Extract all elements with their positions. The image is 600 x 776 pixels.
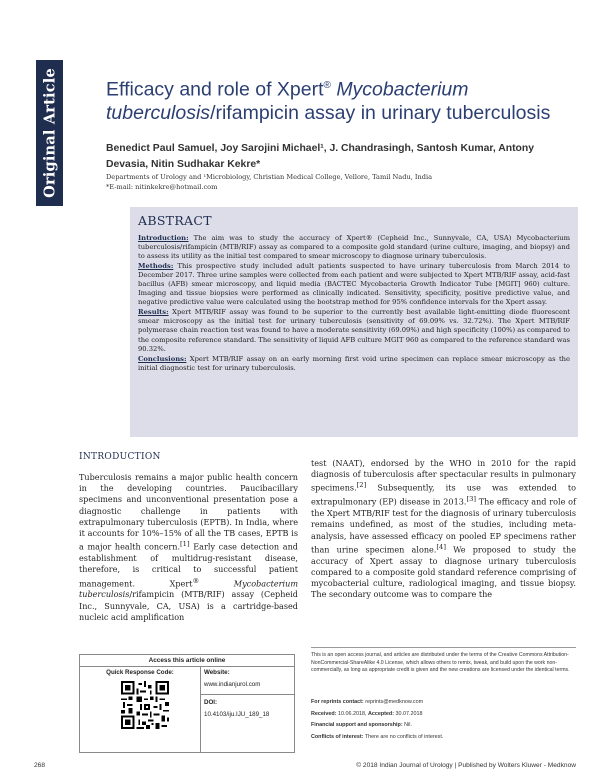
citation-2: [2] xyxy=(356,481,367,490)
accepted-date: 30.07.2018 xyxy=(394,710,423,717)
license-block xyxy=(311,647,576,675)
abstract-methods xyxy=(138,262,570,307)
received-date: 10.06.2018, xyxy=(336,710,368,717)
right-paragraph xyxy=(311,458,576,601)
citation-3: [3] xyxy=(466,495,477,504)
abstract-results xyxy=(138,308,570,353)
website-label: Website: xyxy=(204,669,230,676)
abstract-methods-label: Methods: xyxy=(138,262,174,271)
access-details xyxy=(204,669,290,752)
body-column-right xyxy=(311,458,576,601)
affiliation-text: Departments of Urology and ¹Microbiology, Christian Medical College, Vellore, Tamil Nadu, India xyxy=(106,173,433,181)
abstract-box xyxy=(130,207,578,437)
accepted-label: Accepted: xyxy=(367,710,395,717)
license-divider xyxy=(311,647,576,648)
reprints-email[interactable]: reprints@medknow.com xyxy=(363,699,424,705)
title-part3: /rifampicin assay in urinary tuberculosis xyxy=(210,101,551,124)
left-text-4: /rifampicin (MTB/RIF) assay (Cepheid Inc., Sunnyvale, CA, USA) is a cartridge-based nucleic acid amplification xyxy=(79,589,298,622)
citation-1: [1] xyxy=(180,540,190,549)
abstract-conclusions-text: Xpert MTB/RIF assay on an early morning first void urine specimen can replace smear microscopy as the initial diagnostic test for urinary tuberculosis. xyxy=(138,354,570,372)
conflicts-value: There are no conflicts of interest. xyxy=(363,733,444,740)
left-italic: Mycobacterium tuberculosis xyxy=(79,578,298,600)
article-type-tab xyxy=(36,60,63,206)
right-text-4: We proposed to study the accuracy of Xpert assay to diagnose urinary tuberculosis compared to a composite gold standard reference comprising of mycobacterial culture, radiological imaging, and tissue biopsy. The secondary outcome was to compare the xyxy=(311,544,576,600)
left-text-2: Early case detection and establishment of multidrug-resistant disease, therefore, is critical to successful patient management. Xpert xyxy=(79,541,298,589)
doi-label: DOI: xyxy=(204,699,218,706)
support-value: Nil. xyxy=(402,722,412,728)
author-list: Benedict Paul Samuel, Joy Sarojini Michael¹, J. Chandrasingh, Santosh Kumar, Antony Devasia, Nitin Sudhakar Kekre* xyxy=(106,143,535,170)
corresponding-email: *E-mail: nitinkekre@hotmail.com xyxy=(106,182,218,191)
left-reg: ® xyxy=(192,576,200,585)
support-label: Financial support and sponsorship: xyxy=(311,722,403,728)
conflicts-row xyxy=(311,732,576,744)
introduction-heading: INTRODUCTION xyxy=(79,452,161,462)
abstract-methods-text: This prospective study included adult patients suspected to have urinary tuberculosis from March 2014 to December 2017. Three urine samples were collected from each patient and were subjected to Xpert MTB/RIF assay, acid-fast bacillus (AFB) smear microscopy, and liquid media (BACTEC Mycobacteria Growth Indicator Tube [MGIT] 960) culture. Imaging and tissue biopsies were performed as clinically indicated. Sensitivity, specificity, positive predictive value, and negative predictive value were calculated using the bootstrap method for 95% confidence intervals for the Xpert assay. xyxy=(138,262,570,307)
abstract-introduction xyxy=(138,234,570,261)
qr-panel xyxy=(80,666,201,752)
body-column-left xyxy=(79,472,298,623)
qr-label: Quick Response Code: xyxy=(106,669,174,676)
right-text-2: Subsequently, its use was extended to extrapulmonary (EP) disease in 2013. xyxy=(311,483,576,507)
abstract-heading: ABSTRACT xyxy=(138,213,212,228)
abstract-introduction-label: Introduction: xyxy=(138,234,189,242)
doi-link[interactable]: 10.4103/iju.IJU_189_18 xyxy=(204,711,270,718)
affiliation-block xyxy=(106,173,566,192)
website-link[interactable]: www.indianjurol.com xyxy=(204,681,261,688)
reprints-label: For reprints contact: xyxy=(311,699,364,705)
conflicts-label: Conflicts of interest: xyxy=(311,733,364,740)
abstract-conclusions-label: Conclusions: xyxy=(138,354,187,363)
reprints-row xyxy=(311,697,576,709)
page-number: 268 xyxy=(34,762,46,769)
article-info xyxy=(311,697,576,743)
right-text-1: test (NAAT), endorsed by the WHO in 2010 for the rapid diagnosis of tuberculosis after spectacular results in pulmonary specimens. xyxy=(311,458,576,494)
received-label: Received: xyxy=(311,710,337,717)
article-type-label: Original Article xyxy=(41,68,58,198)
access-online-box xyxy=(79,654,295,753)
qr-code-icon[interactable] xyxy=(121,681,169,729)
access-header: Access this article online xyxy=(80,655,294,667)
left-text-1: Tuberculosis remains a major public health concern in the developing countries. Paucibacillary specimens and unconventional presentation pose a diagnostic challenge in patients with extrapulmonary tuberculosis (EPTB). In India, where it accounts for 10%–15% of all the TB cases, EPTB is a major health concern. xyxy=(79,472,298,552)
journal-footer: © 2018 Indian Journal of Urology | Published by Wolters Kluwer - Medknow xyxy=(356,762,576,769)
support-row xyxy=(311,720,576,732)
dates-row xyxy=(311,709,576,721)
abstract-conclusions xyxy=(138,355,570,373)
intro-paragraph xyxy=(79,472,298,623)
abstract-results-label: Results: xyxy=(138,308,169,317)
citation-4: [4] xyxy=(436,542,446,551)
title-reg: ® xyxy=(323,80,331,91)
title-part1: Efficacy and role of Xpert xyxy=(106,78,324,101)
right-text-3: The efficacy and role of the Xpert MTB/RIF test for the diagnosis of urinary tuberculosis remains undefined, as most of the studies, including meta-analysis, have assessed efficacy on pooled EP specimens rather than urine specimen alone. xyxy=(311,496,576,555)
abstract-introduction-text: The aim was to study the accuracy of Xpert® (Cepheid Inc., Sunnyvale, CA, USA) Mycobacterium tuberculosis/rifampicin (MTB/RIF) assay as compared to a composite gold standard (urine culture, imaging, and biopsy) and to assess its utility as the initial test compared to smear microscopy to diagnose urinary tuberculosis. xyxy=(138,234,570,261)
abstract-results-text: Xpert MTB/RIF assay was found to be superior to the currently best available light-emitting diode fluorescent smear microscopy as the initial test for urinary tuberculosis (sensitivity of 69.09% vs. 32.72%). The Xpert MTB/RIF polymerase chain reaction test was found to have a moderate sensitivity (69.09%) and high specificity (100%) as compared to the composite reference standard. The sensitivity of liquid AFB culture MGIT 960 as compared to the reference standard was 90.32%. xyxy=(138,308,570,353)
article-title xyxy=(106,74,566,125)
title-italic: Mycobacterium tuberculosis xyxy=(106,78,469,124)
access-divider xyxy=(200,694,294,695)
license-text: This is an open access journal, and articles are distributed under the terms of the Creative Commons Attribution-NonCommercial-ShareAlike 4.0 License, which allows others to remix, tweak, and build upon the work non-commercially, as long as appropriate credit is given and the new creations are licensed under the identical terms. xyxy=(311,652,570,673)
